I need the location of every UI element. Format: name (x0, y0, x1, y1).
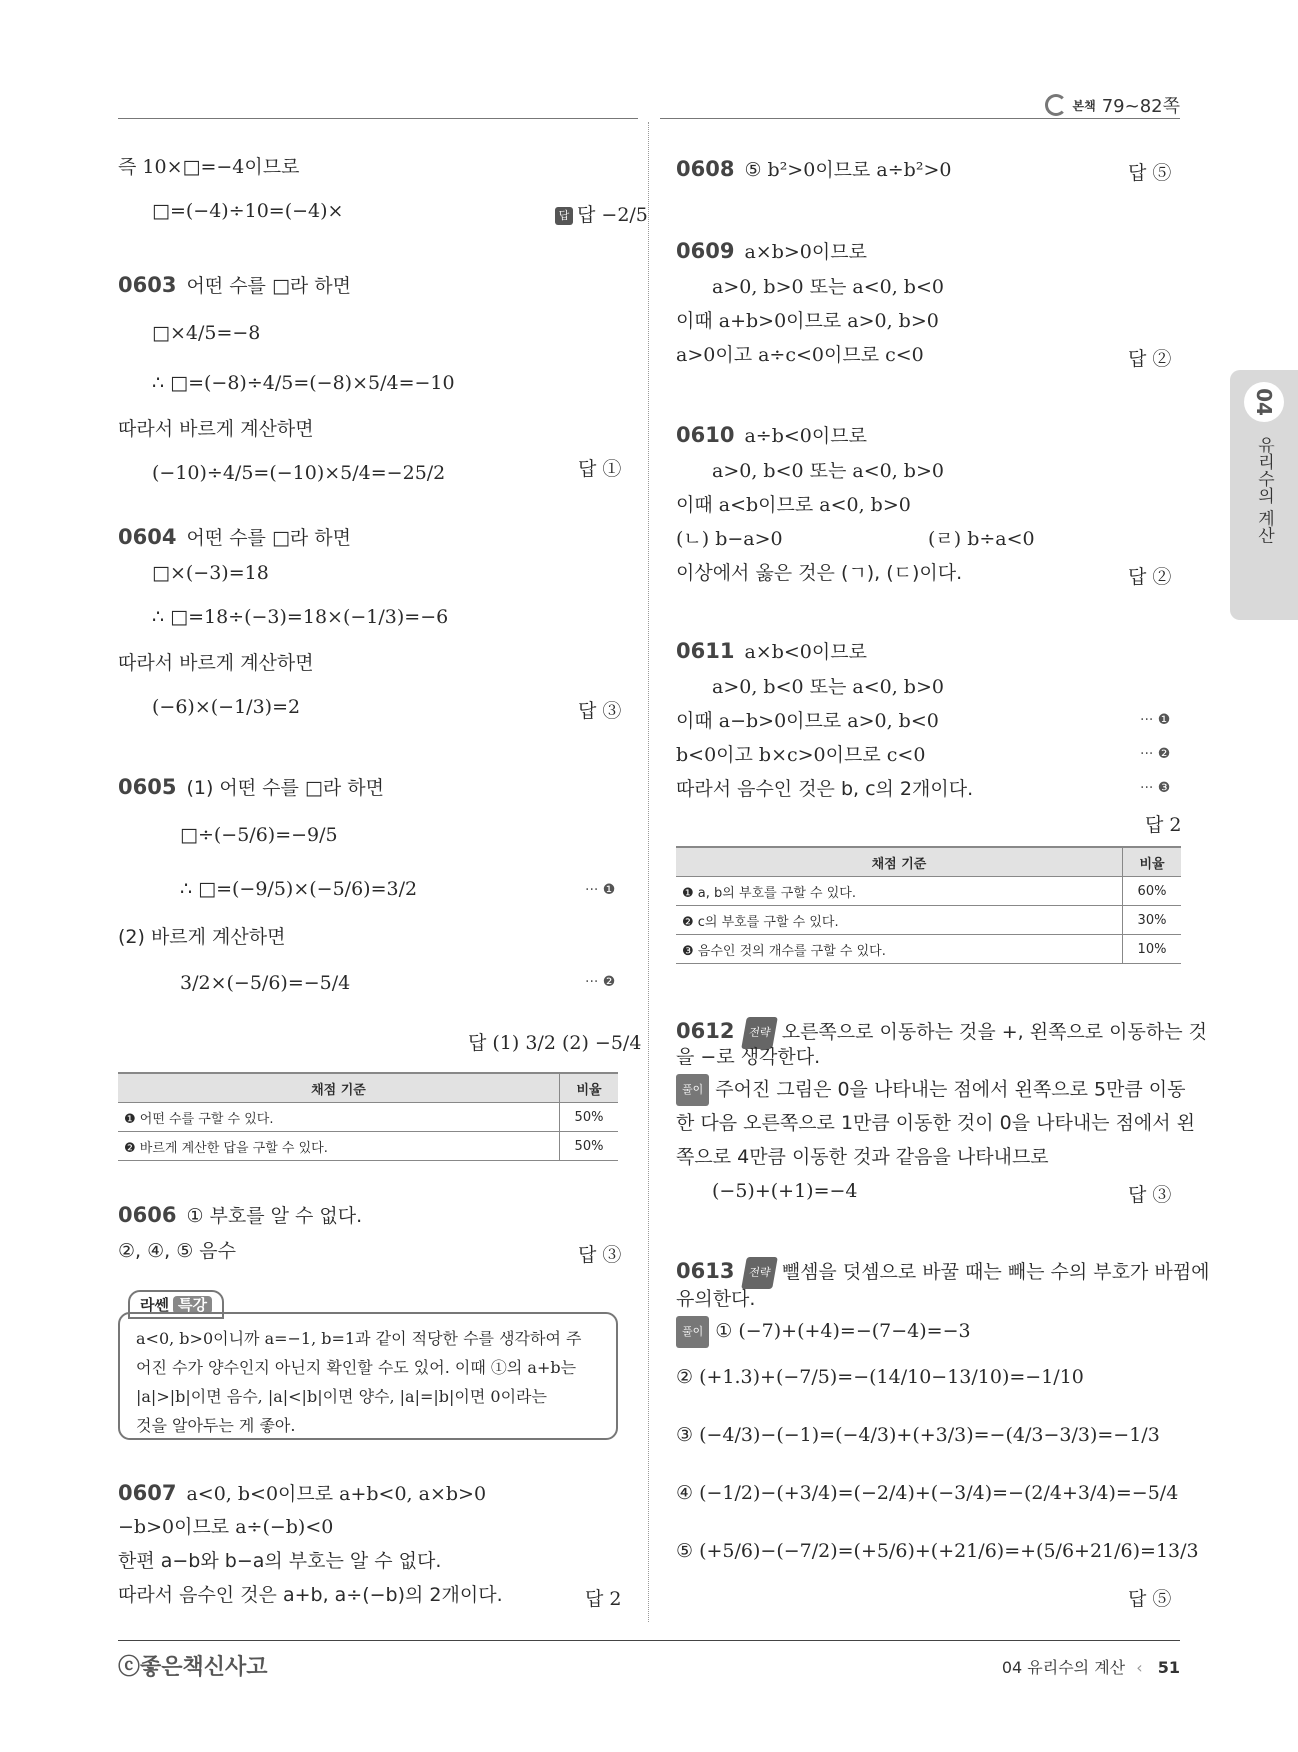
problem-number: 0605 (118, 775, 177, 799)
table-header: 채점 기준 (118, 1073, 560, 1103)
column-divider (648, 122, 649, 1622)
table-row: ❷ 바르게 계산한 답을 구할 수 있다. 50% (118, 1132, 618, 1161)
publisher-logo: ⓒ좋은책신사고 (118, 1655, 268, 1680)
answer: 답 (1) 3/2 (2) −5/4 (468, 1032, 642, 1054)
tip-label: 라쎈 특강 (128, 1290, 224, 1319)
table-row: ❷ c의 부호를 구할 수 있다. 30% (676, 906, 1181, 935)
text-line: □×4/5=−8 (152, 322, 261, 344)
footer-divider (118, 1640, 1180, 1641)
text-line: 3/2×(−5/6)=−5/4 (180, 972, 351, 994)
table-row: ❶ 어떤 수를 구할 수 있다. 50% (118, 1103, 618, 1132)
table-header: 비율 (1123, 847, 1182, 877)
text-line: −b>0이므로 a÷(−b)<0 (118, 1516, 334, 1538)
text-line: ②, ④, ⑤ 음수 (118, 1240, 237, 1262)
answer: 답 ② (1128, 348, 1172, 370)
problem-0607: 0607 a<0, b<0이므로 a+b<0, a×b>0 (118, 1481, 487, 1505)
problem-0605: 0605 (1) 어떤 수를 □라 하면 (118, 775, 384, 799)
tip-box: a<0, b>0이니까 a=−1, b=1과 같이 적당한 수를 생각하여 주 어진 수가 양수인지 아닌지 확인할 수도 있어. 이때 ①의 a+b는 |a|>|b|이면 음수, |a|<|b|이면 양수, |a|=|b|이면 0이라는 것을 알아두는 게 좋아. (118, 1312, 618, 1440)
ref-tag: 본책 (1072, 98, 1096, 113)
text-line: a>0, b>0 또는 a<0, b<0 (712, 276, 944, 298)
problem-0604: 0604 어떤 수를 □라 하면 (118, 525, 352, 549)
text-line: 따라서 음수인 것은 a+b, a÷(−b)의 2개이다. (118, 1584, 503, 1606)
solution-badge: 풀이 (676, 1074, 709, 1106)
answer: 답 답 −2/5 (555, 200, 648, 227)
step-marker: ··· ❷ (1140, 746, 1171, 762)
text-line: (ㄹ) b÷a<0 (928, 528, 1035, 550)
text-line: □÷(−5/6)=−9/5 (180, 824, 338, 846)
chevron-left-icon: ‹ (1136, 1658, 1143, 1677)
text-line: □=(−4)÷10=(−4)× (152, 200, 344, 222)
answer: 답 ② (1128, 566, 1172, 588)
answer: 답 ① (578, 458, 622, 480)
problem-0611: 0611 a×b<0이므로 (676, 639, 867, 663)
answer: 답 ⑤ (1128, 1588, 1172, 1610)
text-line: (ㄴ) b−a>0 (676, 528, 783, 550)
text-line: ④ (−1/2)−(+3/4)=(−2/4)+(−3/4)=−(2/4+3/4)=−5/4 (676, 1482, 1179, 1504)
refresh-arrow-icon (1045, 94, 1067, 116)
table-row: ❸ 음수인 것의 개수를 구할 수 있다. 10% (676, 935, 1181, 964)
chapter-title: 유리수의 계산 (1254, 436, 1274, 544)
text-line: ③ (−4/3)−(−1)=(−4/3)+(+3/3)=−(4/3−3/3)=−1/3 (676, 1424, 1160, 1446)
text-line: 이때 a−b>0이므로 a>0, b<0 (676, 710, 939, 732)
strategy-badge: 전략 (742, 1017, 779, 1049)
text-line: 따라서 음수인 것은 b, c의 2개이다. (676, 778, 974, 800)
chapter-number: 04 (1244, 382, 1284, 422)
answer: 답 ③ (1128, 1184, 1172, 1206)
problem-0613: 0613 전략 뺄셈을 덧셈으로 바꿀 때는 빼는 수의 부호가 바뀜에 (676, 1256, 1209, 1289)
answer: 답 ⑤ (1128, 162, 1172, 184)
step-marker: ··· ❶ (585, 882, 616, 898)
scoring-table-1 (118, 1072, 618, 1161)
page-reference (1045, 92, 1180, 118)
strategy-badge: 전략 (742, 1257, 779, 1289)
text-line: ∴ □=(−8)÷4/5=(−8)×5/4=−10 (152, 372, 455, 394)
text-line: 쪽으로 4만큼 이동한 것과 같음을 나타내므로 (676, 1146, 1049, 1168)
text-line: a>0, b<0 또는 a<0, b>0 (712, 460, 944, 482)
answer: 답 2 (1145, 814, 1182, 836)
page-footer (1002, 1655, 1180, 1678)
text-line: 따라서 바르게 계산하면 (118, 418, 314, 440)
problem-number: 0613 (676, 1259, 735, 1283)
problem-number: 0610 (676, 423, 735, 447)
table-row: ❶ a, b의 부호를 구할 수 있다. 60% (676, 877, 1181, 906)
step-marker: ··· ❸ (1140, 780, 1171, 796)
problem-0609: 0609 a×b>0이므로 (676, 239, 867, 263)
frame-line-left (118, 118, 638, 119)
text-line: 이때 a<b이므로 a<0, b>0 (676, 494, 911, 516)
problem-number: 0611 (676, 639, 735, 663)
problem-0610: 0610 a÷b<0이므로 (676, 423, 867, 447)
table-header: 채점 기준 (676, 847, 1123, 877)
text-line: ∴ □=(−9/5)×(−5/6)=3/2 (180, 878, 418, 900)
problem-0612: 0612 전략 오른쪽으로 이동하는 것을 +, 왼쪽으로 이동하는 것 (676, 1016, 1207, 1049)
text-line: ② (+1.3)+(−7/5)=−(14/10−13/10)=−1/10 (676, 1366, 1084, 1388)
text-line: 즉 10×□=−4이므로 (118, 156, 300, 178)
text-line: 유의한다. (676, 1288, 756, 1310)
solution-badge: 풀이 (676, 1316, 709, 1348)
text-line: b<0이고 b×c>0이므로 c<0 (676, 744, 926, 766)
text-line: (−5)+(+1)=−4 (712, 1180, 858, 1202)
problem-0608: 0608 ⑤ b²>0이므로 a÷b²>0 (676, 157, 952, 181)
text-line: a>0이고 a÷c<0이므로 c<0 (676, 344, 924, 366)
text-line: (−10)÷4/5=(−10)×5/4=−25/2 (152, 462, 446, 484)
problem-number: 0608 (676, 157, 735, 181)
text-line: ∴ □=18÷(−3)=18×(−1/3)=−6 (152, 606, 449, 628)
answer-icon: 답 (555, 207, 573, 225)
answer: 답 ③ (578, 700, 622, 722)
text-line: 이때 a+b>0이므로 a>0, b>0 (676, 310, 939, 332)
text-line: □×(−3)=18 (152, 562, 269, 584)
problem-number: 0609 (676, 239, 735, 263)
ref-pages: 79~82쪽 (1101, 96, 1180, 117)
page-number: 51 (1157, 1658, 1180, 1677)
chapter-side-tab[interactable] (1230, 370, 1298, 620)
scoring-table-2 (676, 846, 1181, 964)
text-line: 따라서 바르게 계산하면 (118, 652, 314, 674)
text-line: 한편 a−b와 b−a의 부호는 알 수 없다. (118, 1550, 442, 1572)
step-marker: ··· ❶ (1140, 712, 1171, 728)
text-line: 풀이 주어진 그림은 0을 나타내는 점에서 왼쪽으로 5만큼 이동 (676, 1074, 1186, 1106)
table-header: 비율 (560, 1073, 619, 1103)
frame-line-right (660, 118, 1180, 119)
problem-number: 0612 (676, 1019, 735, 1043)
problem-number: 0606 (118, 1203, 177, 1227)
text-line: 풀이 ① (−7)+(+4)=−(7−4)=−3 (676, 1316, 971, 1348)
text-line: (−6)×(−1/3)=2 (152, 696, 301, 718)
problem-0606: 0606 ① 부호를 알 수 없다. (118, 1203, 363, 1227)
text-line: 이상에서 옳은 것은 (ㄱ), (ㄷ)이다. (676, 562, 963, 584)
footer-chapter: 04 유리수의 계산 (1001, 1658, 1126, 1677)
problem-0603: 0603 어떤 수를 □라 하면 (118, 273, 352, 297)
problem-number: 0604 (118, 525, 177, 549)
problem-number: 0607 (118, 1481, 177, 1505)
text-line: a>0, b<0 또는 a<0, b>0 (712, 676, 944, 698)
text-line: 한 다음 오른쪽으로 1만큼 이동한 것이 0을 나타내는 점에서 왼 (676, 1112, 1196, 1134)
answer: 답 2 (585, 1588, 622, 1610)
problem-number: 0603 (118, 273, 177, 297)
text-line: 을 −로 생각한다. (676, 1046, 821, 1068)
text-line: ⑤ (+5/6)−(−7/2)=(+5/6)+(+21/6)=+(5/6+21/6)=13/3 (676, 1540, 1199, 1562)
answer: 답 ③ (578, 1244, 622, 1266)
step-marker: ··· ❷ (585, 974, 616, 990)
text-line: (2) 바르게 계산하면 (118, 926, 286, 948)
